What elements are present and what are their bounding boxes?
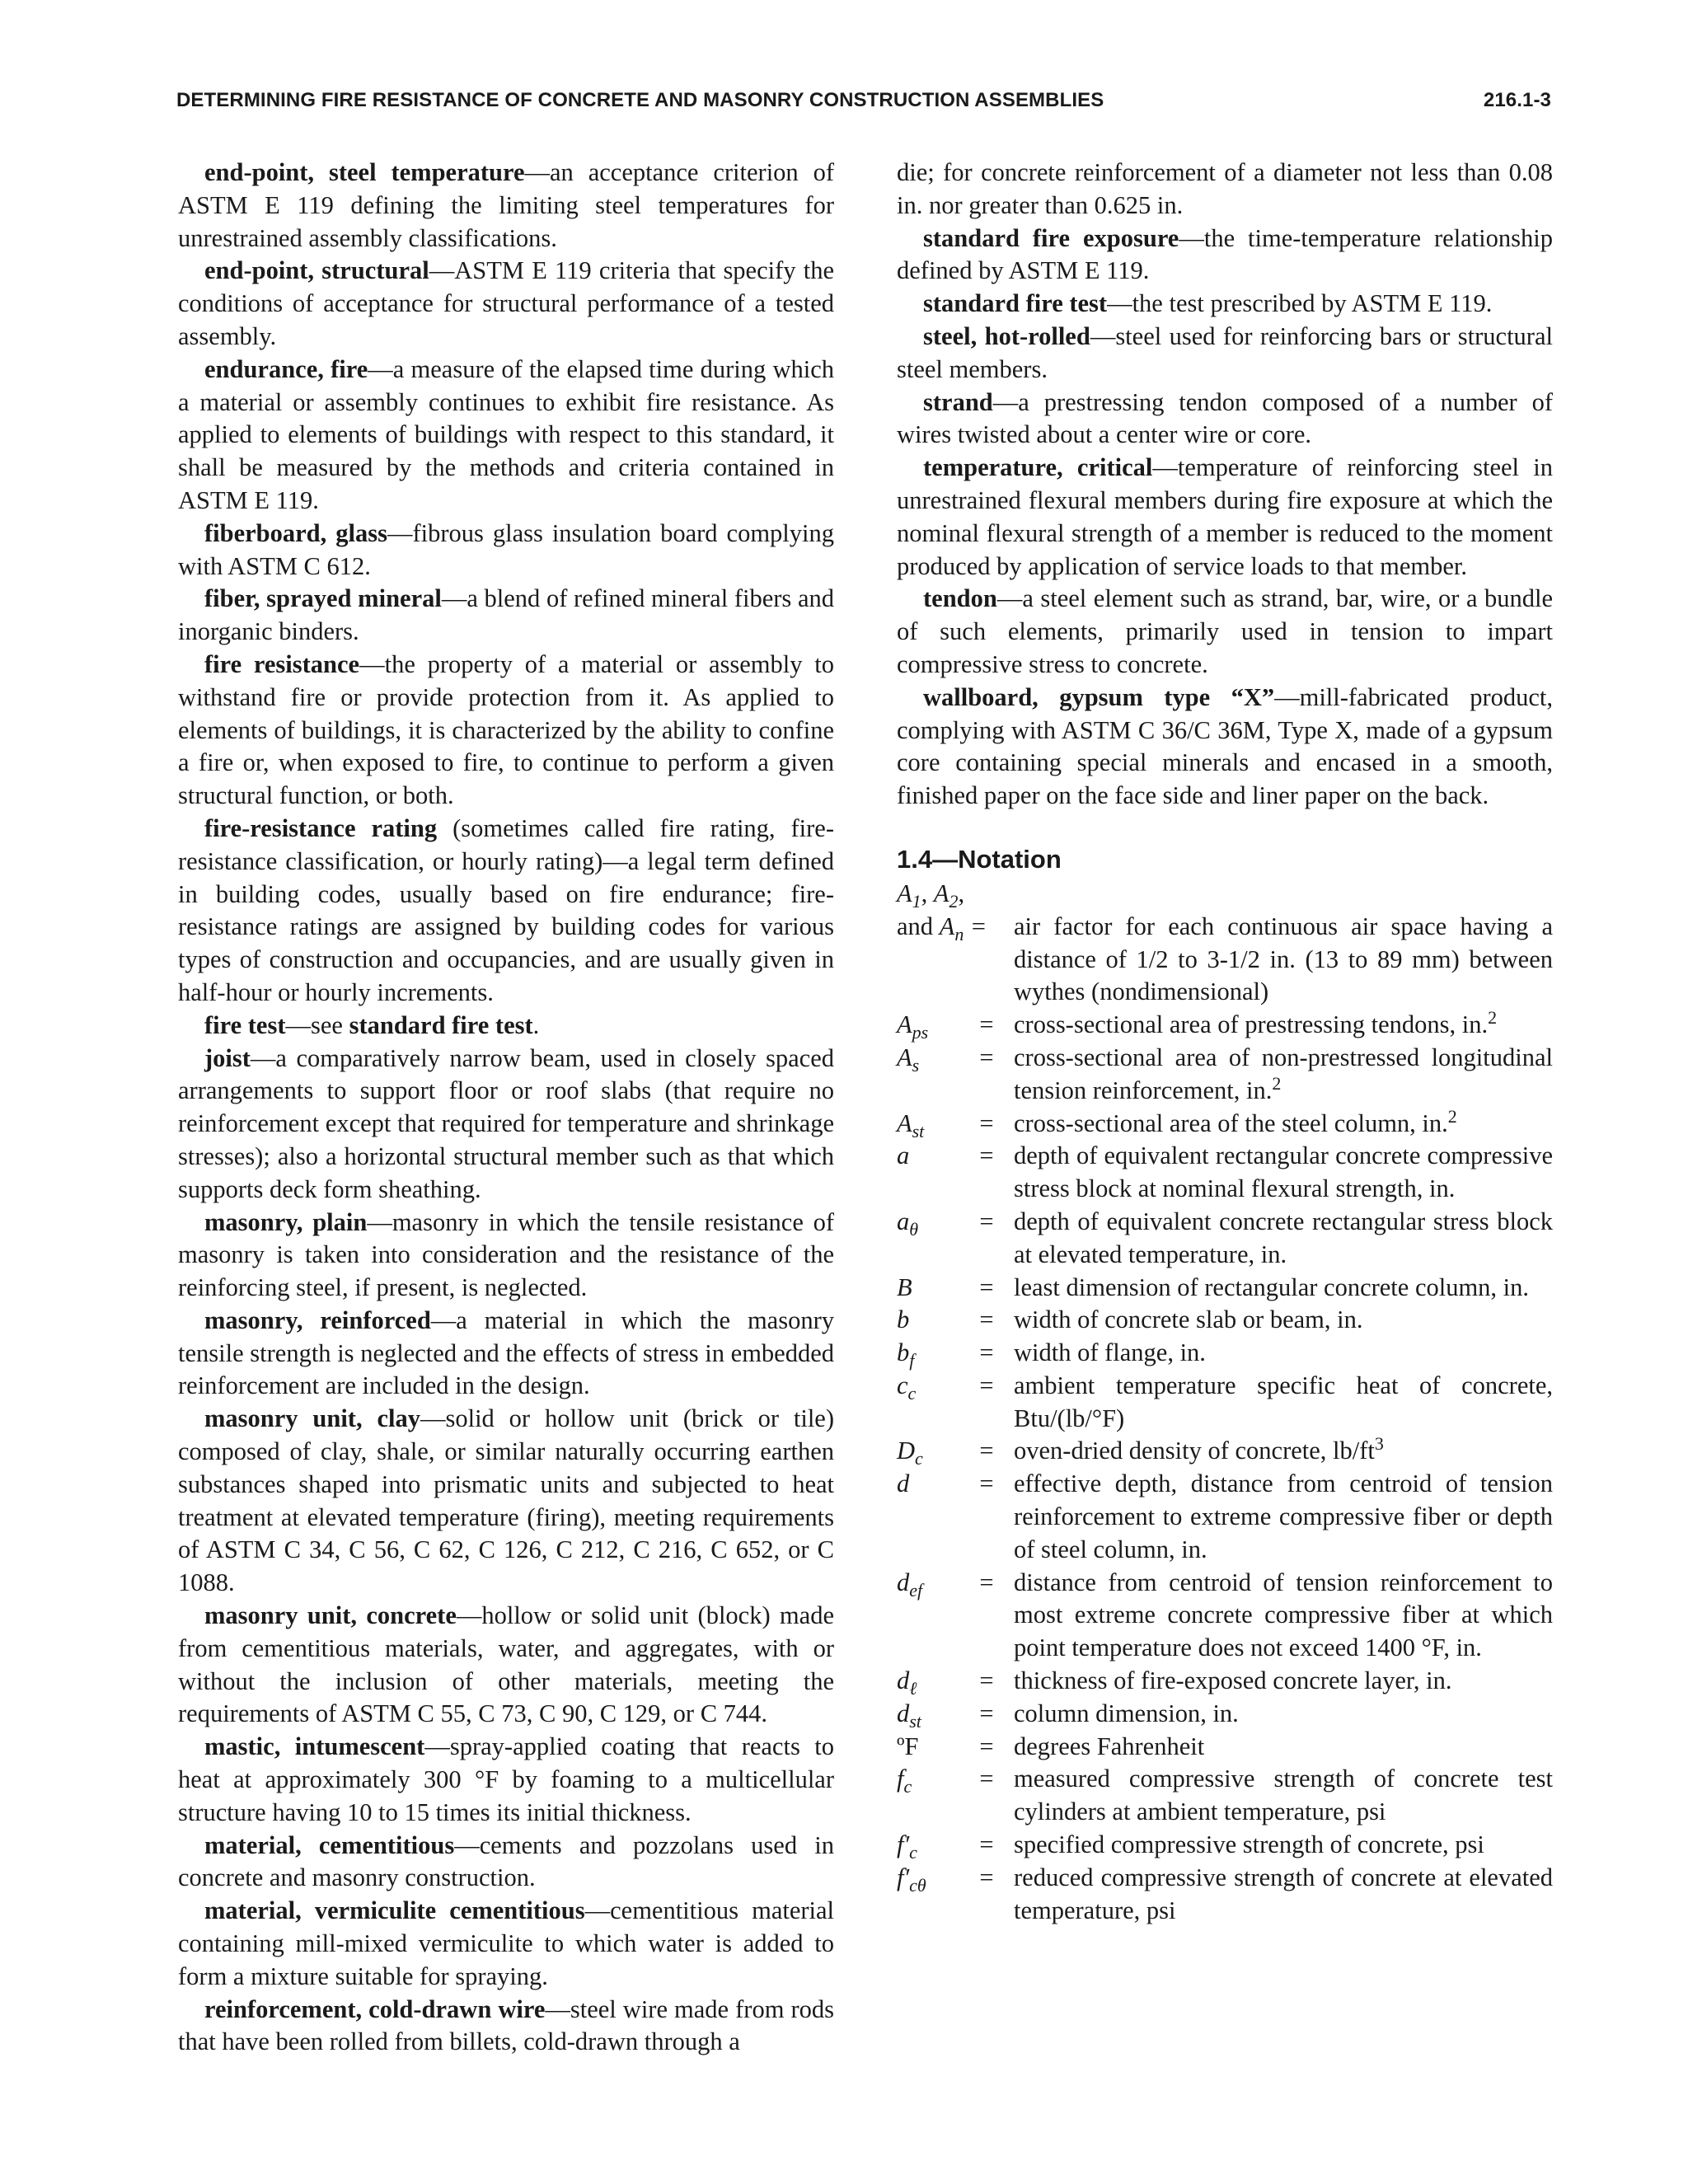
notation-description-text: depth of equivalent rectangular concrete compressive stress block at nominal flexural strength, in. — [1014, 1141, 1553, 1203]
notation-equals: = — [979, 1469, 994, 1498]
notation-symbol — [897, 1370, 959, 1436]
definition-text: —masonry in which the tensile resistance of masonry is taken into consideration and the resistance of the reinforcing steel, if present, is neglected. — [178, 1207, 835, 1302]
notation-row — [897, 1140, 1553, 1206]
definition — [897, 288, 1553, 321]
notation-symbol-base: b — [897, 1305, 910, 1334]
notation-equals: = — [979, 1010, 994, 1039]
notation-description-text: oven-dried density of concrete, lb/ft — [1014, 1436, 1375, 1465]
definition — [178, 1600, 834, 1731]
notation-description — [1014, 1304, 1553, 1337]
definition-text: —a blend of refined mineral fibers and inorganic binders. — [178, 584, 834, 646]
notation-description — [1014, 1862, 1553, 1928]
notation-intro-symbols — [897, 878, 1553, 911]
notation-row — [897, 1105, 1553, 1141]
notation-symbol — [897, 1862, 959, 1928]
notation-row — [897, 1763, 1553, 1829]
definition-text: —cementitious material containing mill-mixed vermiculite to which water is added to form a mixture suitable for spraying. — [178, 1896, 835, 1990]
notation-symbol-base: D — [897, 1436, 916, 1465]
notation-symbol — [897, 1206, 959, 1272]
definition-text: —solid or hollow unit (brick or tile) composed of clay, shale, or similar naturally occurring earthen substances shaped into prismatic units and subjected to heat treatment at elevated temperature (firing), meeting requirements of ASTM C 34, C 56, C 62, C 126, C 212, C 216, C 652, or C 1088. — [178, 1404, 835, 1597]
section-title: 1.4—Notation — [897, 844, 1062, 874]
notation-subscript: ℓ — [909, 1678, 917, 1699]
definition-text: —a material in which the masonry tensile strength is neglected and the effects of stress in embedded reinforcement are included in the design. — [178, 1305, 834, 1400]
notation-subscript: c — [907, 1382, 917, 1404]
notation-symbol: A — [897, 879, 912, 907]
definition-text: —cements and pozzolans used in concrete and masonry construction. — [178, 1830, 834, 1892]
definition — [178, 649, 834, 813]
definition-text: —fibrous glass insulation board complying with ASTM C 612. — [178, 518, 834, 580]
notation-equals: = — [979, 1272, 994, 1301]
definition — [178, 1403, 834, 1600]
right-column — [897, 157, 1553, 1927]
notation-symbol-base: A — [897, 1043, 912, 1071]
definition-term: steel, hot-rolled — [923, 321, 1090, 350]
running-title: DETERMINING FIRE RESISTANCE OF CONCRETE AND MASONRY CONSTRUCTION ASSEMBLIES — [176, 89, 1104, 111]
notation-row — [897, 1862, 1553, 1928]
definition-term: masonry, reinforced — [204, 1305, 431, 1334]
definition-text: —see — [285, 1010, 349, 1039]
notation-symbol: A — [939, 912, 955, 940]
notation-description — [1014, 1042, 1553, 1108]
notation-subscript: st — [912, 1120, 925, 1141]
notation-symbol-base: f′ — [897, 1863, 910, 1891]
notation-description-text: distance from centroid of tension reinforcement to most extreme concrete compressive fiber at which point temperature does not exceed 1400 °F, in. — [1014, 1568, 1553, 1662]
definition-term: end-point, structural — [204, 256, 429, 285]
notation-symbol-base: a — [897, 1207, 910, 1235]
notation-description-text: cross-sectional area of non-prestressed longitudinal tension reinforcement, in. — [1014, 1043, 1553, 1104]
notation-subscript: c — [909, 1842, 917, 1863]
notation-symbol-base: a — [897, 1141, 910, 1170]
notation-symbol — [897, 1140, 959, 1206]
notation-description — [1014, 1272, 1553, 1305]
notation-equals: = — [979, 1568, 994, 1596]
notation-description-text: reduced compressive strength of concrete at elevated temperature, psi — [1014, 1863, 1553, 1924]
definition-text: —steel wire made from rods that have been rolled from billets, cold-drawn through a — [178, 1994, 834, 2056]
definition-term: fiberboard, glass — [204, 518, 387, 547]
notation-row — [897, 1006, 1553, 1043]
notation-row — [897, 1468, 1553, 1566]
notation-intro — [897, 878, 1553, 1009]
notation-symbol — [897, 1042, 959, 1108]
definition — [897, 223, 1553, 288]
definition-term: temperature, critical — [923, 453, 1153, 482]
definition-term: masonry unit, concrete — [204, 1601, 457, 1630]
notation-symbol-base: A — [897, 1108, 912, 1137]
notation-equals: = — [979, 1207, 994, 1235]
definition-text: —a steel element such as strand, bar, wire, or a bundle of such elements, primarily used in tension to impart compressive stress to concrete. — [897, 584, 1553, 678]
notation-symbol-base: f′ — [897, 1830, 910, 1859]
notation-description-text: degrees Fahrenheit — [1014, 1732, 1205, 1760]
notation-superscript: 3 — [1374, 1433, 1384, 1455]
definition-text: —a measure of the elapsed time during which a material or assembly continues to exhibit fire resistance. As applied to elements of buildings with respect to this standard, it shall be measured by the methods and criteria contained in ASTM E 119. — [178, 354, 835, 514]
definition-term: mastic, intumescent — [204, 1732, 425, 1761]
definition — [178, 354, 834, 518]
notation-equals: = — [979, 1043, 994, 1071]
notation-description — [1014, 1105, 1553, 1141]
definition — [178, 518, 834, 583]
notation-description-text: width of concrete slab or beam, in. — [1014, 1305, 1363, 1334]
notation-equals: = — [979, 1830, 994, 1859]
notation-row — [897, 1304, 1553, 1337]
definition — [897, 452, 1553, 583]
notation-symbol-base: B — [897, 1272, 912, 1301]
definition-term: material, cementitious — [204, 1830, 455, 1859]
notation-description-text: column dimension, in. — [1014, 1699, 1239, 1727]
notation-symbol — [897, 1108, 959, 1141]
notation-subscript: ef — [909, 1579, 923, 1601]
notation-description-text: ambient temperature specific heat of concrete, Btu/(lb/°F) — [1014, 1371, 1553, 1432]
definition-text: —an acceptance criterion of ASTM E 119 defining the limiting steel temperatures for unrestrained assembly classifications. — [178, 158, 834, 252]
notation-symbol-base: d — [897, 1666, 910, 1695]
notation-row — [897, 1337, 1553, 1370]
notation-symbol-base: d — [897, 1699, 910, 1727]
notation-description — [1014, 1665, 1553, 1698]
notation-symbol — [897, 1009, 959, 1042]
definition-text: —steel used for reinforcing bars or structural steel members. — [897, 321, 1553, 383]
notation-description-text: cross-sectional area of the steel column, in. — [1014, 1108, 1448, 1137]
definition — [178, 1305, 834, 1403]
notation-equals: = — [979, 1436, 994, 1465]
definition-text: —temperature of reinforcing steel in unrestrained flexural members during fire exposure at which the nominal flexural strength of a member is reduced to the moment produced by application of service loads to that member. — [897, 453, 1553, 580]
notation-subscript: f — [909, 1350, 915, 1371]
notation-description-text: depth of equivalent concrete rectangular stress block at elevated temperature, in. — [1014, 1207, 1553, 1268]
notation-subscript: 1 — [912, 891, 921, 912]
notation-description-text: specified compressive strength of concrete, psi — [1014, 1830, 1484, 1859]
notation-equals: = — [979, 1666, 994, 1695]
notation-separator: , — [921, 879, 934, 907]
notation-row — [897, 1567, 1553, 1665]
page-number: 216.1-3 — [1483, 89, 1551, 111]
notation-description — [1014, 1140, 1553, 1206]
notation-symbol — [897, 1829, 959, 1862]
definition-text: —spray-applied coating that reacts to heat at approximately 300 °F by foaming to a multicellular structure having 10 to 15 times its initial thickness. — [178, 1732, 834, 1826]
notation-symbol-base: f — [897, 1765, 904, 1793]
notation-row — [897, 1731, 1553, 1764]
notation-subscript: ps — [912, 1022, 929, 1043]
notation-symbol-base: A — [897, 1010, 912, 1039]
notation-description-text: cross-sectional area of prestressing tendons, in. — [1014, 1010, 1489, 1039]
notation-symbol — [897, 1304, 959, 1337]
definition-text: —a comparatively narrow beam, used in closely spaced arrangements to support floor or roof slabs (that require no reinforcement except that required for temperature and shrinkage stresses); also a horizontal structural member such as that which supports deck form sheathing. — [178, 1043, 834, 1203]
definition-text: —mill-fabricated product, complying with ASTM C 36/C 36M, Type X, made of a gypsum core containing special minerals and encased in a smooth, finished paper on the face side and liner paper on the back. — [897, 682, 1553, 810]
definition-text: —the time-temperature relationship defined by ASTM E 119. — [897, 223, 1553, 285]
definition-term: wallboard, gypsum type “X” — [923, 682, 1275, 711]
definition-term: fiber, sprayed mineral — [204, 584, 442, 613]
notation-symbol — [897, 1665, 959, 1698]
definition-term: endurance, fire — [204, 354, 368, 383]
notation-subscript: cθ — [909, 1874, 926, 1896]
definition-continuation: die; for concrete reinforcement of a diameter not less than 0.08 in. nor greater than 0.625 in. — [897, 158, 1553, 219]
notation-row — [897, 1370, 1553, 1436]
notation-symbol — [897, 1763, 959, 1829]
notation-row — [897, 1272, 1553, 1305]
notation-description-text: effective depth, distance from centroid of tension reinforcement to extreme compressive fiber or depth of steel column, in. — [1014, 1469, 1553, 1563]
notation-symbol — [897, 1337, 959, 1370]
notation-row — [897, 1665, 1553, 1698]
notation-description — [1014, 1567, 1553, 1665]
notation-description — [1014, 1829, 1553, 1862]
notation-symbol-base: b — [897, 1338, 910, 1367]
definition — [897, 583, 1553, 681]
definition — [178, 1994, 834, 2060]
definition-text: —the test prescribed by ASTM E 119. — [1107, 289, 1493, 318]
notation-superscript: 2 — [1488, 1006, 1498, 1028]
definition — [178, 1895, 834, 1993]
notation-equals: = — [979, 1699, 994, 1727]
definition — [178, 1731, 834, 1829]
definition-text: —hollow or solid unit (block) made from cementitious materials, water, and aggregates, with or without the inclusion of other materials, meeting the requirements of ASTM C 55, C 73, C 90, C 129, or C 744. — [178, 1601, 834, 1728]
definition — [897, 682, 1553, 813]
definition-term: strand — [923, 387, 993, 416]
notation-superscript: 2 — [1272, 1072, 1282, 1094]
notation-row — [897, 1435, 1553, 1468]
notation-equals: = — [979, 1765, 994, 1793]
definition — [178, 255, 834, 353]
definition — [178, 1010, 834, 1043]
notation-subscript: θ — [909, 1219, 919, 1240]
notation-symbol — [897, 1698, 959, 1731]
notation-symbol — [897, 1435, 959, 1468]
notation-subscript: 2 — [949, 891, 959, 912]
notation-symbol-base: ºF — [897, 1732, 919, 1760]
notation-subscript: st — [909, 1710, 921, 1732]
notation-symbol-base: c — [897, 1371, 908, 1399]
notation-equals: = — [979, 1338, 994, 1367]
notation-symbol — [897, 1468, 959, 1566]
notation-symbol: A — [933, 879, 950, 907]
notation-equals: = — [979, 1732, 994, 1760]
notation-description — [1014, 1337, 1553, 1370]
notation-symbol — [897, 1731, 959, 1764]
notation-equals: = — [979, 1141, 994, 1170]
notation-symbol-base: d — [897, 1568, 910, 1596]
definition — [178, 157, 834, 255]
definition-term: fire test — [204, 1010, 286, 1039]
definition-text: . — [532, 1010, 540, 1039]
definition-term: joist — [204, 1043, 251, 1072]
definition — [897, 387, 1553, 452]
notation-subscript: s — [912, 1055, 920, 1076]
notation-symbol — [897, 1272, 959, 1305]
definition-term: tendon — [923, 584, 997, 613]
definition-term: reinforcement, cold-drawn wire — [204, 1994, 546, 2023]
notation-superscript: 2 — [1447, 1105, 1457, 1127]
definition-term: fire-resistance rating — [204, 813, 438, 842]
definition — [178, 583, 834, 649]
definition-term: standard fire exposure — [923, 223, 1179, 252]
definition — [178, 1830, 834, 1896]
notation-row — [897, 1698, 1553, 1731]
notation-description — [1014, 1006, 1553, 1042]
notation-row — [897, 1829, 1553, 1862]
notation-description — [1014, 1206, 1553, 1272]
left-column — [178, 157, 834, 2059]
notation-subscript: c — [903, 1776, 912, 1797]
notation-equals: = — [979, 1371, 994, 1399]
definition-term: end-point, steel temperature — [204, 158, 525, 186]
notation-description — [1014, 1763, 1553, 1829]
notation-row — [897, 1206, 1553, 1272]
definition-text: —ASTM E 119 criteria that specify the conditions of acceptance for structural performance of a tested assembly. — [178, 256, 835, 350]
notation-lead — [897, 911, 964, 944]
definition — [178, 1207, 834, 1305]
notation-description — [1014, 1468, 1553, 1566]
notation-description — [1014, 1435, 1553, 1468]
definition — [178, 813, 834, 1010]
notation-symbol-base: d — [897, 1469, 910, 1498]
notation-description-text: least dimension of rectangular concrete column, in. — [1014, 1272, 1530, 1301]
notation-subscript: n — [954, 923, 964, 944]
notation-subscript: c — [915, 1448, 923, 1469]
notation-row — [897, 1042, 1553, 1108]
definition — [178, 1043, 834, 1207]
notation-equals: = — [979, 1305, 994, 1334]
definition-term: masonry unit, clay — [204, 1404, 420, 1433]
notation-list — [897, 1006, 1553, 1927]
page-header — [176, 89, 1551, 112]
notation-equals: = — [971, 912, 986, 940]
cross-reference-term: standard fire test — [349, 1010, 533, 1039]
definition-term: standard fire test — [923, 289, 1108, 318]
definition-text: —the property of a material or assembly to withstand fire or provide protection from it. As applied to elements of buildings, it is characterized by the ability to confine a fire or, when exposed to fire, to continue to perform a given structural function, or both. — [178, 649, 834, 810]
notation-description-text: measured compressive strength of concrete test cylinders at ambient temperature, psi — [1014, 1765, 1553, 1826]
definition-text: —a prestressing tendon composed of a number of wires twisted about a center wire or core. — [897, 387, 1553, 449]
notation-equals: = — [979, 1108, 994, 1137]
notation-lead-text: and — [897, 912, 940, 940]
notation-equals: = — [979, 1863, 994, 1891]
definition-term: material, vermiculite cementitious — [204, 1896, 585, 1925]
notation-separator: , — [958, 879, 965, 907]
notation-description-text: width of flange, in. — [1014, 1338, 1206, 1367]
notation-symbol — [897, 1567, 959, 1665]
definition-term: fire resistance — [204, 649, 360, 678]
notation-description — [1014, 1370, 1553, 1436]
notation-intro-description: air factor for each continuous air space having a distance of 1/2 to 3-1/2 in. (13 to 89 mm) between wythes (nondimensional) — [1014, 912, 1553, 1006]
notation-description — [1014, 1698, 1553, 1731]
notation-description — [1014, 1731, 1553, 1764]
definition-text: (sometimes called fire rating, fire-resistance classification, or hourly rating)—a legal term defined in building codes, usually based on fire endurance; fire-resistance ratings are assigned by building codes for various types of construction and occupancies, and are usually given in half-hour or hourly increments. — [178, 813, 835, 1006]
definition-term: masonry, plain — [204, 1207, 368, 1236]
notation-description-text: thickness of fire-exposed concrete layer, in. — [1014, 1666, 1452, 1695]
definition — [897, 321, 1553, 387]
